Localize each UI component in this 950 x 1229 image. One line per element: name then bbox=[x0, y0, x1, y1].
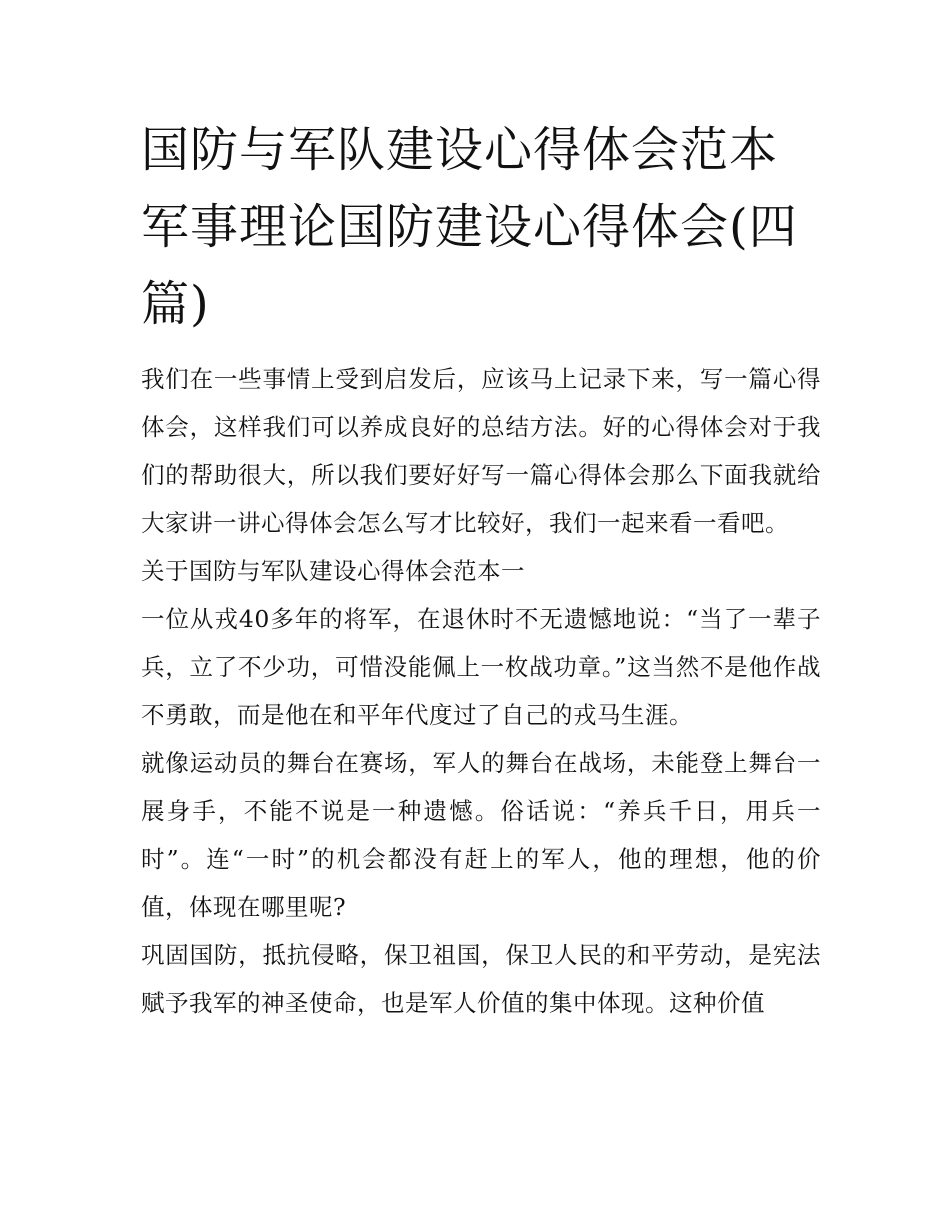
body-paragraph: 一位从戎40多年的将军，在退休时不无遗憾地说：“当了一辈子兵，立了不少功，可惜没能佩上一枚战功章。”这当然不是他作战不勇敢，而是他在和平年代度过了自己的戎马生涯。 bbox=[141, 605, 821, 729]
document-body bbox=[141, 112, 821, 1027]
intro-paragraph: 我们在一些事情上受到启发后，应该马上记录下来，写一篇心得体会，这样我们可以养成良好的总结方法。好的心得体会对于我们的帮助很大，所以我们要好好写一篇心得体会那么下面我就给大家讲一讲心得体会怎么写才比较好，我们一起来看一看吧。 bbox=[141, 365, 821, 537]
section-heading: 关于国防与军队建设心得体会范本一 bbox=[141, 557, 525, 585]
document-title: 国防与军队建设心得体会范本军事理论国防建设心得体会(四篇) bbox=[141, 122, 798, 332]
body-paragraph: 就像运动员的舞台在赛场，军人的舞台在战场，未能登上舞台一展身手，不能不说是一种遗憾。俗话说：“养兵千日，用兵一时”。连“一时”的机会都没有赶上的军人，他的理想，他的价值，体现在哪里呢? bbox=[141, 749, 821, 921]
body-paragraph: 巩固国防，抵抗侵略，保卫祖国，保卫人民的和平劳动，是宪法赋予我军的神圣使命，也是军人价值的集中体现。这种价值 bbox=[141, 941, 821, 1017]
